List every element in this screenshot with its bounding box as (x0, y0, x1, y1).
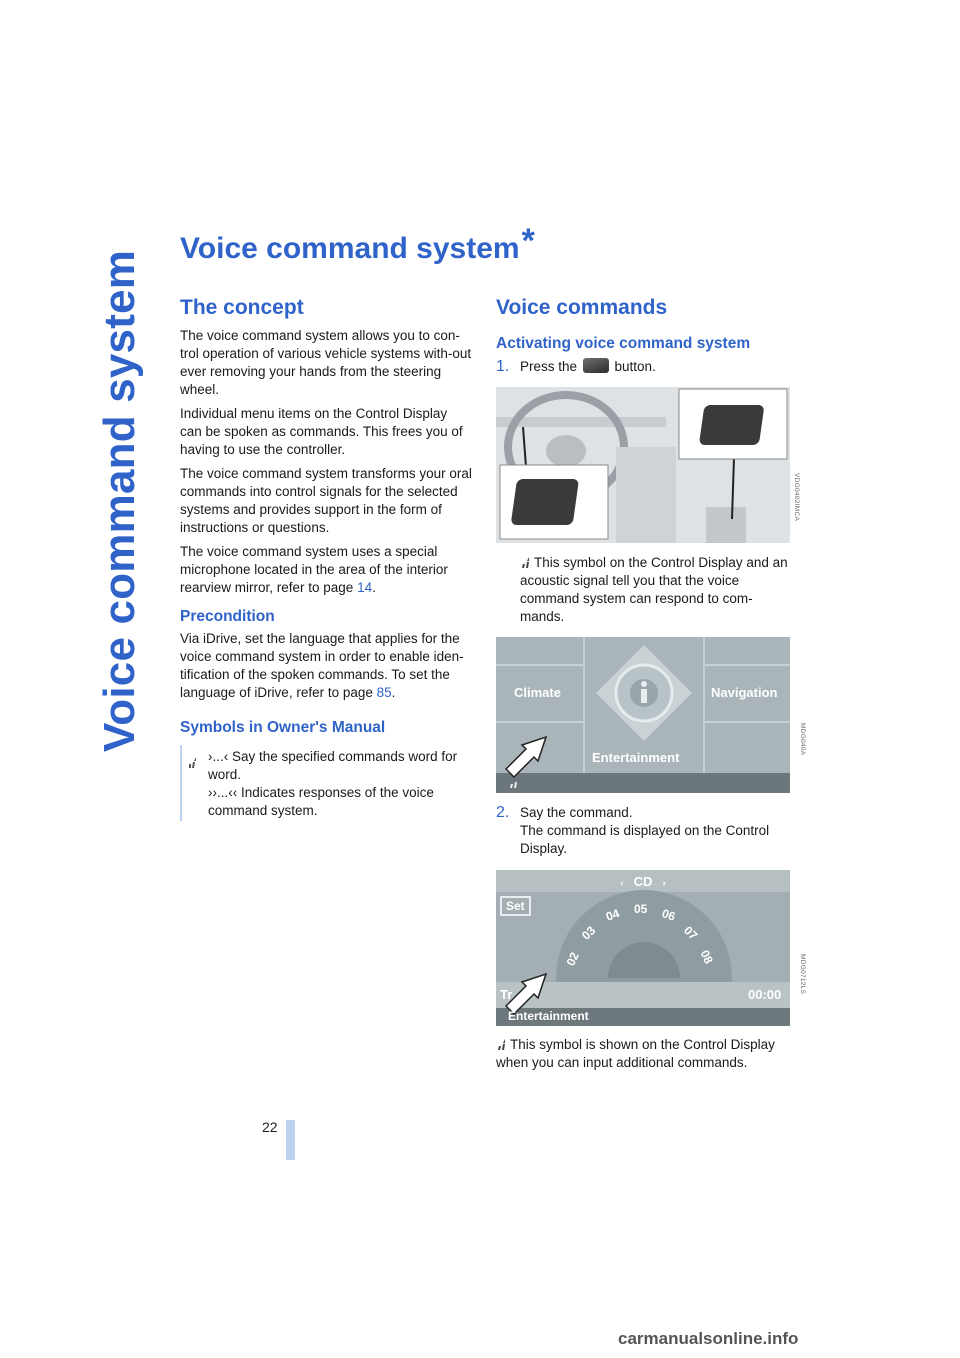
track-04[interactable]: 04 (604, 906, 622, 924)
voice-continue-symbol-icon (496, 1038, 510, 1051)
track-07[interactable]: 07 (681, 923, 701, 943)
activating-heading: Activating voice command system (496, 335, 751, 352)
voice-active-symbol-icon (520, 556, 534, 569)
voice-active-display-icon (508, 776, 522, 789)
track-02[interactable]: 02 (563, 949, 582, 969)
voice-symbol-icon (186, 755, 200, 769)
page-number: 22 (262, 1119, 278, 1135)
figure-2-code: MDG040A (799, 723, 806, 756)
control-display-background (496, 637, 790, 793)
concept-paragraph-2: Individual menu items on the Control Display can be spoken as commands. This frees you of having to use the controller. (180, 406, 463, 457)
track-06[interactable]: 06 (660, 906, 678, 924)
concept-heading: The concept (180, 296, 304, 319)
voice-commands-heading: Voice commands (496, 296, 668, 319)
precondition-paragraph: Via iDrive, set the language that applies for the voice command system in order to enable iden-tification of the spoken commands. To set the language of iDrive, refer to page 85. (180, 631, 464, 700)
symbols-note (180, 745, 474, 821)
set-button[interactable]: Set (500, 896, 531, 916)
track-08[interactable]: 08 (697, 947, 716, 967)
menu-navigation[interactable]: Navigation (711, 685, 778, 700)
track-label: Tr (500, 987, 513, 1002)
control-display-menu-figure (496, 637, 790, 793)
concept-paragraph-1: The voice command system allows you to con-trol operation of various vehicle systems with-out ever removing your hands from the steering wheel. (180, 328, 472, 397)
figure-3-code: MDG0712LS (799, 954, 806, 995)
cd-screen-figure (496, 870, 790, 1026)
precondition-heading: Precondition (180, 608, 275, 625)
side-chapter-title: Voice command system (95, 249, 144, 752)
concept-paragraph-4: The voice command system uses a special microphone located in the area of the interior rearview mirror, refer to page 14. (180, 544, 448, 595)
talk-button-icon (583, 358, 609, 373)
step-2: 2. Say the command. The command is displayed on the Control Display. (496, 804, 770, 856)
page-marker-bar (286, 1120, 295, 1160)
concept-paragraph-3: The voice command system transforms your oral commands into control signals for the selected systems and provides support in the form of instructions or questions. (180, 466, 472, 535)
cd-title: ‹ CD › (620, 874, 666, 889)
optional-equipment-asterisk: * (521, 222, 535, 260)
menu-entertainment[interactable]: Entertainment (592, 750, 680, 765)
symbols-heading: Symbols in Owner's Manual (180, 719, 386, 736)
steering-wheel-figure (496, 387, 800, 543)
step-1: 1. Press the button. (496, 358, 656, 375)
step-1-number: 1. (496, 358, 510, 375)
track-03[interactable]: 03 (579, 923, 599, 943)
symbol-note-2: This symbol is shown on the Control Display when you can input additional commands. (496, 1037, 775, 1070)
track-05[interactable]: 05 (634, 902, 648, 916)
figure-1-code: VDG0402IMCA (793, 473, 800, 522)
cd-screen-background (496, 870, 790, 1026)
symbol-say-command: ›...‹ Say the specified commands word for word. (208, 749, 458, 782)
step-2-number: 2. (496, 804, 510, 821)
site-watermark: carmanualsonline.info (618, 1329, 799, 1348)
symbol-system-response: ››...‹‹ Indicates responses of the voice command system. (208, 785, 434, 818)
cd-entertainment-label: Entertainment (508, 1009, 589, 1023)
symbol-note-1: This symbol on the Control Display and an acoustic signal tell you that the voice command system can respond to com-mands. (520, 555, 788, 624)
page-link-14[interactable]: 14 (357, 580, 373, 595)
page-link-85[interactable]: 85 (376, 685, 392, 700)
menu-climate[interactable]: Climate (514, 685, 561, 700)
steering-wheel-illustration (496, 387, 790, 543)
page-title: Voice command system* (180, 222, 535, 265)
playback-time: 00:00 (748, 987, 782, 1002)
